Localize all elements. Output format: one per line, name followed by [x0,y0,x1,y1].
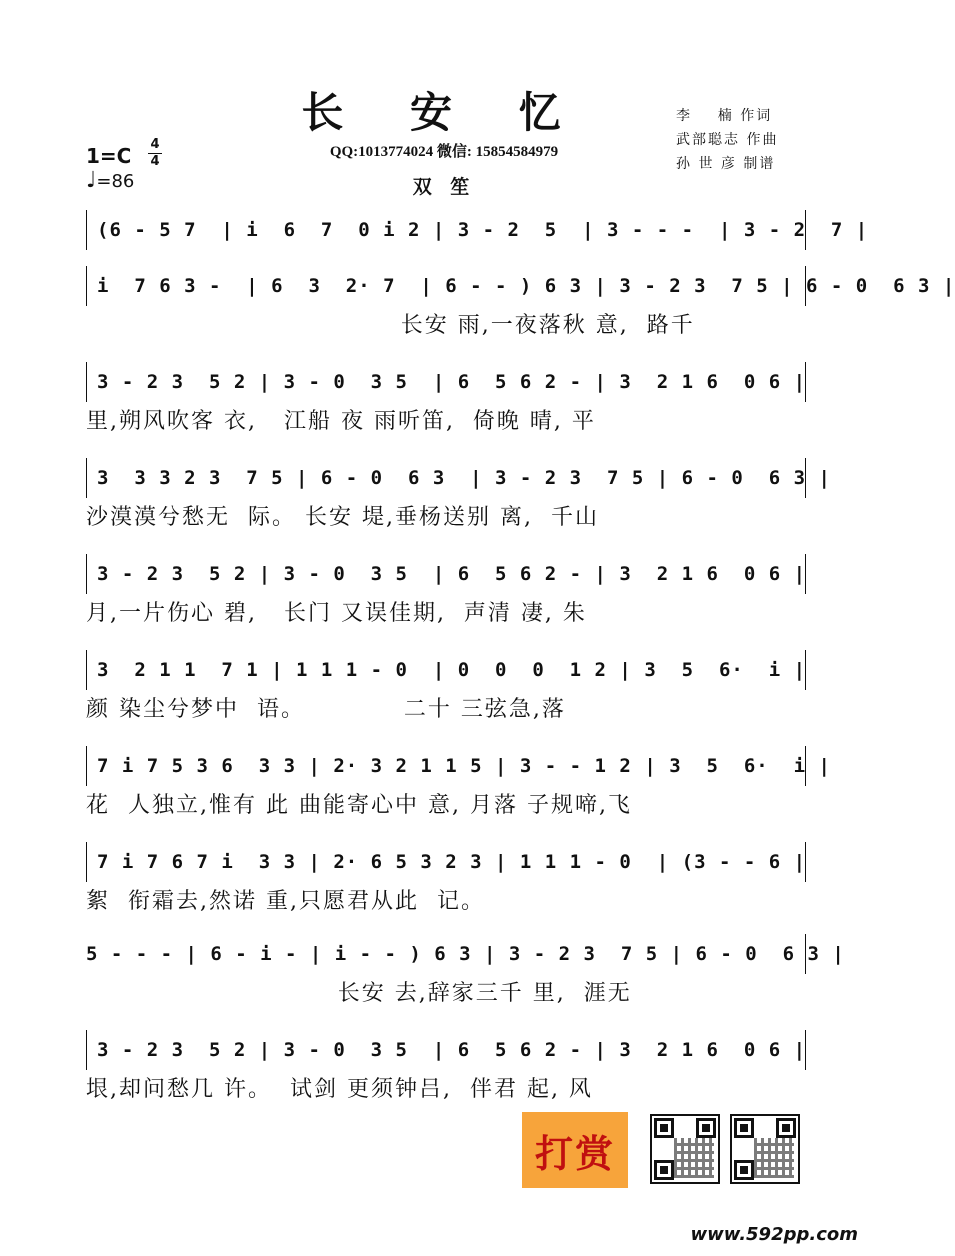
lyric-row: 长安 雨,一夜落秋 意, 路千 [86,313,695,338]
credits [676,104,778,176]
note-row: 3 - 2 3 5 2 | 3 - 0 3 5 | 6 5 6 2 - | 3 2 1 6 0 6 | [86,362,806,402]
staff-line [86,650,806,730]
note-row: 3 3 3 2 3 7 5 | 6 - 0 6 3 | 3 - 2 3 7 5 | 6 - 0 6 3 | [86,458,806,498]
staff-line [86,266,955,346]
note-row: i 7 6 3 - | 6 3 2· 7 | 6 - - ) 6 3 | 3 - 2 3 7 5 | 6 - 0 6 3 | [86,266,806,306]
staff-line [86,554,806,634]
tempo-value: =86 [96,171,135,192]
transcriber-credit: 孙 世 彦 制谱 [676,156,776,172]
lyric-row: 里,朔风吹客 衣, 江船 夜 雨听笛, 倚晚 晴, 平 [86,409,596,434]
time-signature-top: 4 [150,137,160,152]
lyric-row: 月,一片伤心 碧, 长门 又误佳期, 声清 凄, 朱 [86,601,587,626]
time-signature-bottom: 4 [150,154,160,169]
staff-line [86,746,831,826]
staff-line [86,842,806,922]
quarter-note-icon: ♩ [86,168,97,193]
lyric-row: 沙漠漠兮愁无 际。 长安 堤,垂杨送别 离, 千山 [86,505,599,530]
staff-line [86,362,806,442]
note-row: 5 - - - | 6 - i - | i - - ) 6 3 | 3 - 2 3 7 5 | 6 - 0 6 3 | [86,934,806,974]
staff-line [86,458,831,538]
staff-line [86,934,845,1014]
note-row: 3 - 2 3 5 2 | 3 - 0 3 5 | 6 5 6 2 - | 3 2 1 6 0 6 | [86,1030,806,1070]
key-signature: 1=C [86,144,132,168]
instrument-label: 双 笙 [412,176,476,198]
time-signature [148,138,162,169]
note-row: 3 2 1 1 7 1 | 1 1 1 - 0 | 0 0 0 1 2 | 3 5 6· i | [86,650,806,690]
lyric-row: 花 人独立,惟有 此 曲能寄心中 意, 月落 子规啼,飞 [86,793,632,818]
contact-info: QQ:1013774024 微信: 15854584979 [329,144,559,160]
note-row: 7 i 7 5 3 6 3 3 | 2· 3 2 1 1 5 | 3 - - 1 2 | 3 5 6· i | [86,746,806,786]
note-row: 3 - 2 3 5 2 | 3 - 0 3 5 | 6 5 6 2 - | 3 2 1 6 0 6 | [86,554,806,594]
composer-credit: 武部聪志 作曲 [676,132,779,148]
lyric-row: 长安 去,辞家三千 里, 涯无 [86,981,632,1006]
note-row: 7 i 7 6 7 i 3 3 | 2· 6 5 3 2 3 | 1 1 1 - 0 | (3 - - 6 | [86,842,806,882]
lyric-row: 絮 衔霜去,然诺 重,只愿君从此 记。 [86,889,485,914]
lyric-row: 颜 染尘兮梦中 语。 二十 三弦急,落 [86,697,566,722]
staff-line [86,1030,806,1110]
lyricist-credit: 李 楠 作词 [676,108,773,124]
qr-code-icon [730,1114,800,1184]
qr-code-icon [650,1114,720,1184]
tempo-marking [86,168,134,193]
site-watermark: www.592pp.com [690,1224,858,1245]
lyric-row: 垠,却问愁几 许。 试剑 更须钟吕, 伴君 起, 风 [86,1077,593,1102]
reward-button[interactable]: 打赏 [522,1112,628,1188]
song-title: 长 安 忆 [301,88,587,137]
note-row: (6 - 5 7 | i 6 7 0 i 2 | 3 - 2 5 | 3 - - - | 3 - 2 7 | [86,210,806,250]
